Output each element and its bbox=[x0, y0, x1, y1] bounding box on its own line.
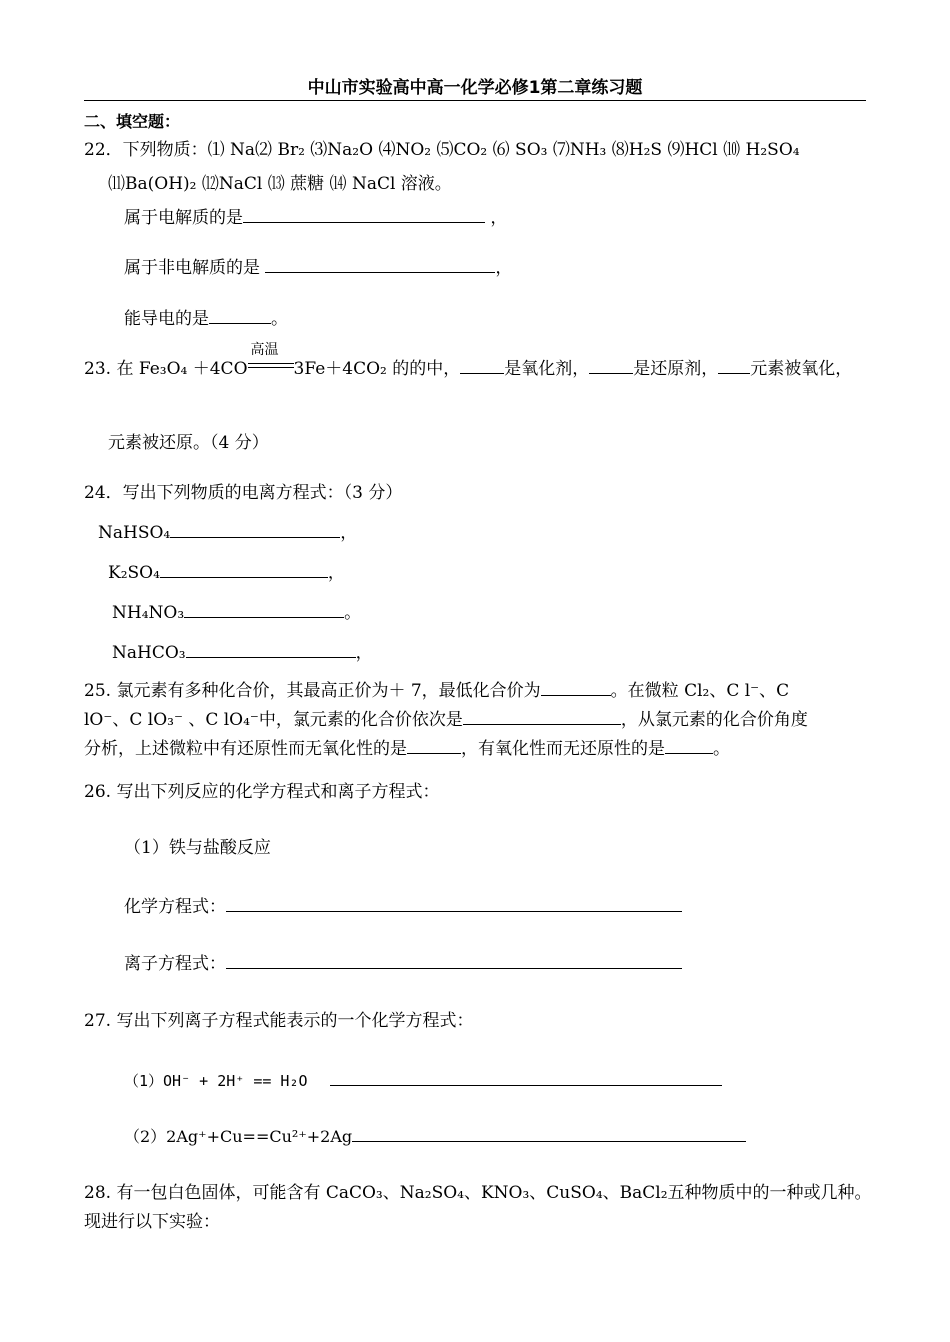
q22-conductive-row bbox=[124, 308, 288, 329]
q22-nonelectrolyte-blank[interactable] bbox=[265, 257, 495, 273]
q24-formula: NH₄NO₃ bbox=[112, 603, 185, 623]
q27-item1-blank[interactable] bbox=[330, 1070, 722, 1086]
comma: ， bbox=[490, 208, 508, 228]
q25-text: ，有氧化性而无还原性的是 bbox=[461, 739, 665, 759]
q23-oxidized-blank[interactable] bbox=[718, 358, 750, 374]
q26-chem-row bbox=[124, 896, 682, 917]
q23-line1 bbox=[84, 342, 853, 379]
q26-sub1: （1）铁与盐酸反应 bbox=[124, 838, 271, 858]
q23-oxidant-label: 是氧化剂， bbox=[504, 359, 590, 379]
q25-line3 bbox=[84, 738, 730, 759]
q25-oxidizing-only-blank[interactable] bbox=[665, 738, 713, 754]
q24-end: ， bbox=[327, 563, 345, 583]
q27-item2 bbox=[124, 1126, 746, 1146]
q24-item bbox=[112, 602, 361, 623]
q26-ion-row bbox=[124, 953, 682, 974]
q22-electrolyte-row bbox=[124, 207, 507, 228]
q24-formula: NaHSO₄ bbox=[98, 523, 171, 543]
q24-formula: K₂SO₄ bbox=[108, 563, 160, 583]
q25-line1 bbox=[84, 680, 789, 701]
q24-blank[interactable] bbox=[160, 562, 328, 578]
q24-blank[interactable] bbox=[186, 642, 356, 658]
q25-valences-blank[interactable] bbox=[463, 709, 621, 725]
q24-blank[interactable] bbox=[184, 602, 344, 618]
q22-conductive-blank[interactable] bbox=[209, 308, 271, 324]
q25-lowest-valence-blank[interactable] bbox=[541, 680, 611, 696]
q24-formula: NaHCO₃ bbox=[112, 643, 186, 663]
q24-item bbox=[108, 562, 345, 583]
reaction-condition-arrow bbox=[248, 342, 294, 376]
q26-chem-label: 化学方程式： bbox=[124, 897, 226, 917]
q22-line2: ⑾Ba(OH)₂ ⑿NaCl ⒀ 蔗糖 ⒁ NaCl 溶液。 bbox=[108, 174, 452, 194]
q27-stem: 27. 写出下列离子方程式能表示的一个化学方程式： bbox=[84, 1011, 474, 1031]
q22-nonelectrolyte-label: 属于非电解质的是 bbox=[124, 258, 266, 278]
q23-suffix: 3Fe＋4CO₂ 的的中， bbox=[293, 359, 461, 379]
q25-text: lO⁻、C lO₃⁻ 、C lO₄⁻中，氯元素的化合价依次是 bbox=[84, 710, 463, 730]
q25-text: 。 bbox=[713, 739, 730, 759]
q23-prefix: 23. 在 Fe₃O₄ ＋4CO bbox=[84, 359, 248, 379]
q22-conductive-label: 能导电的是 bbox=[124, 309, 209, 329]
q23-line2: 元素被还原。（4 分） bbox=[108, 433, 269, 453]
q24-blank[interactable] bbox=[170, 522, 340, 538]
section-heading: 二、填空题： bbox=[84, 112, 181, 131]
comma: ， bbox=[495, 258, 513, 278]
q26-ion-label: 离子方程式： bbox=[124, 954, 226, 974]
page-title: 中山市实验高中高一化学必修1第二章练习题 bbox=[84, 78, 866, 101]
q25-text: 分析，上述微粒中有还原性而无氧化性的是 bbox=[84, 739, 407, 759]
q27-item2-blank[interactable] bbox=[352, 1126, 746, 1142]
q27-item1-text: （1）OH⁻ + 2H⁺ == H₂O bbox=[124, 1072, 308, 1090]
q23-oxidized-label: 元素被氧化， bbox=[750, 359, 853, 379]
q25-text: ，从氯元素的化合价角度 bbox=[620, 710, 808, 730]
q24-end: 。 bbox=[344, 603, 362, 623]
q22-electrolyte-blank[interactable] bbox=[243, 207, 485, 223]
q23-reductant-blank[interactable] bbox=[589, 358, 633, 374]
q27-item2-text: （2）2Ag⁺+Cu==Cu²⁺+2Ag bbox=[124, 1127, 353, 1146]
q23-reductant-label: 是还原剂， bbox=[633, 359, 719, 379]
q24-end: ， bbox=[355, 643, 373, 663]
q28-line1: 28. 有一包白色固体，可能含有 CaCO₃、Na₂SO₄、KNO₃、CuSO₄、BaCl₂五种物质中的一种或几种。 bbox=[84, 1183, 872, 1203]
q22-line1: 22．下列物质：⑴ Na⑵ Br₂ ⑶Na₂O ⑷NO₂ ⑸CO₂ ⑹ SO₃ ⑺NH₃ ⑻H₂S ⑼HCl ⑽ H₂SO₄ bbox=[84, 140, 800, 160]
q24-item bbox=[112, 642, 373, 663]
q23-oxidant-blank[interactable] bbox=[460, 358, 504, 374]
q28-line2: 现进行以下实验： bbox=[84, 1212, 220, 1232]
q22-nonelectrolyte-row bbox=[124, 257, 512, 278]
q25-text: 。在微粒 Cl₂、C l⁻、C bbox=[610, 681, 790, 701]
reaction-condition-label: 高温 bbox=[250, 342, 279, 358]
q26-stem: 26. 写出下列反应的化学方程式和离子方程式： bbox=[84, 782, 440, 802]
q25-reducing-only-blank[interactable] bbox=[407, 738, 461, 754]
q27-item1 bbox=[124, 1070, 722, 1090]
q26-ion-blank[interactable] bbox=[226, 953, 682, 969]
q24-stem: 24．写出下列物质的电离方程式：（3 分） bbox=[84, 483, 403, 503]
q22-electrolyte-label: 属于电解质的是 bbox=[124, 208, 243, 228]
q25-text: 25. 氯元素有多种化合价，其最高正价为＋ 7，最低化合价为 bbox=[84, 681, 541, 701]
q25-line2 bbox=[84, 709, 808, 730]
q24-end: ， bbox=[340, 523, 358, 543]
q26-chem-blank[interactable] bbox=[226, 896, 682, 912]
q24-item bbox=[98, 522, 357, 543]
period: 。 bbox=[271, 309, 288, 329]
